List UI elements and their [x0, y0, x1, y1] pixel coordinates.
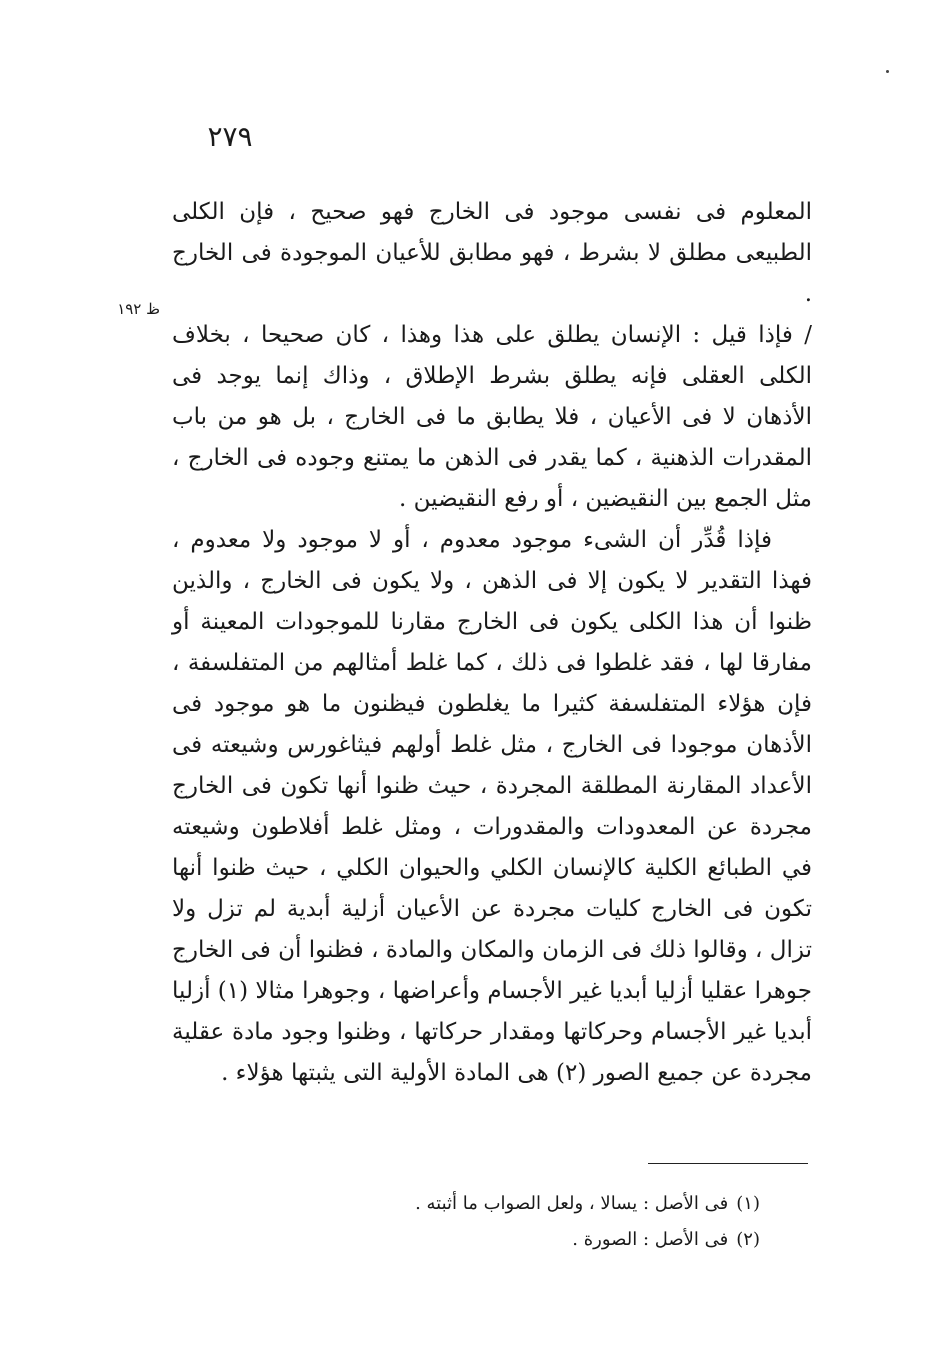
footnote-mark: (٢): [736, 1229, 760, 1250]
scan-speck: [886, 70, 889, 73]
paragraph-1: المعلوم فى نفسى موجود فى الخارج فهو صحيح ، فإن الكلى الطبيعى مطلق لا بشرط ، فهو مطابق للأعيان الموجودة فى الخارج .: [172, 199, 812, 307]
paragraph-2: / فإذا قيل : الإنسان يطلق على هذا وهذا ، كان صحيحا ، بخلاف الكلى العقلى فإنه يطلق بشرط الإطلاق ، وذاك إنما يوجد فى الأذهان لا فى الأعيان ، فلا يطابق ما فى الخارج ، بل هو من باب المقدرات الذهنية ، كما يقدر فى الذهن ما يمتنع وجوده فى الخارج ، مثل الجمع بين النقيضين ، أو رفع النقيضين .: [172, 322, 812, 512]
footnote-text: فى الأصل : يسالا ، ولعل الصواب ما أثبته .: [415, 1193, 729, 1214]
footnote-mark: (١): [736, 1193, 760, 1214]
footnote-divider: [648, 1163, 808, 1164]
manuscript-folio-note: ظ ١٩٢: [117, 300, 160, 318]
footnote-text: فى الأصل : الصورة .: [572, 1229, 729, 1250]
main-text: [172, 192, 812, 1094]
footnotes: [300, 1186, 760, 1258]
page-number: ٢٧٩: [207, 120, 253, 153]
paragraph-3: فإذا قُدِّر أن الشىء موجود معدوم ، أو لا موجود ولا معدوم ، فهذا التقدير لا يكون إلا فى الذهن ، ولا يكون فى الخارج ، والذين ظنوا أن هذا الكلى يكون فى الخارج مقارنا للموجودات المعينة أو مفارقا لها ، فقد غلطوا فى ذلك ، كما غلط أمثالهم من المتفلسفة ، فإن هؤلاء المتفلسفة كثيرا ما يغلطون فيظنون ما هو موجود فى الأذهان موجودا فى الخارج ، مثل غلط أولهم فيثاغورس وشيعته فى الأعداد المقارنة المطلقة المجردة ، حيث ظنوا أنها تكون فى الخارج مجردة عن المعدودات والمقدورات ، ومثل غلط أفلاطون وشيعته في الطبائع الكلية كالإنسان الكلي والحيوان الكلي ، حيث ظنوا أنها تكون فى الخارج كليات مجردة عن الأعيان أزلية أبدية لم تزل ولا تزال ، وقالوا ذلك فى الزمان والمكان والمادة ، فظنوا أن فى الخارج جوهرا عقليا أزليا أبديا غير الأجسام وأعراضها ، وجوهرا مثالا (١) أزليا أبديا غير الأجسام وحركاتها ومقدار حركاتها ، وظنوا وجود مادة عقلية مجردة عن جميع الصور (٢) هى المادة الأولية التى يثبتها هؤلاء .: [172, 527, 812, 1086]
footnote-1: [300, 1186, 760, 1222]
footnote-2: [300, 1222, 760, 1258]
